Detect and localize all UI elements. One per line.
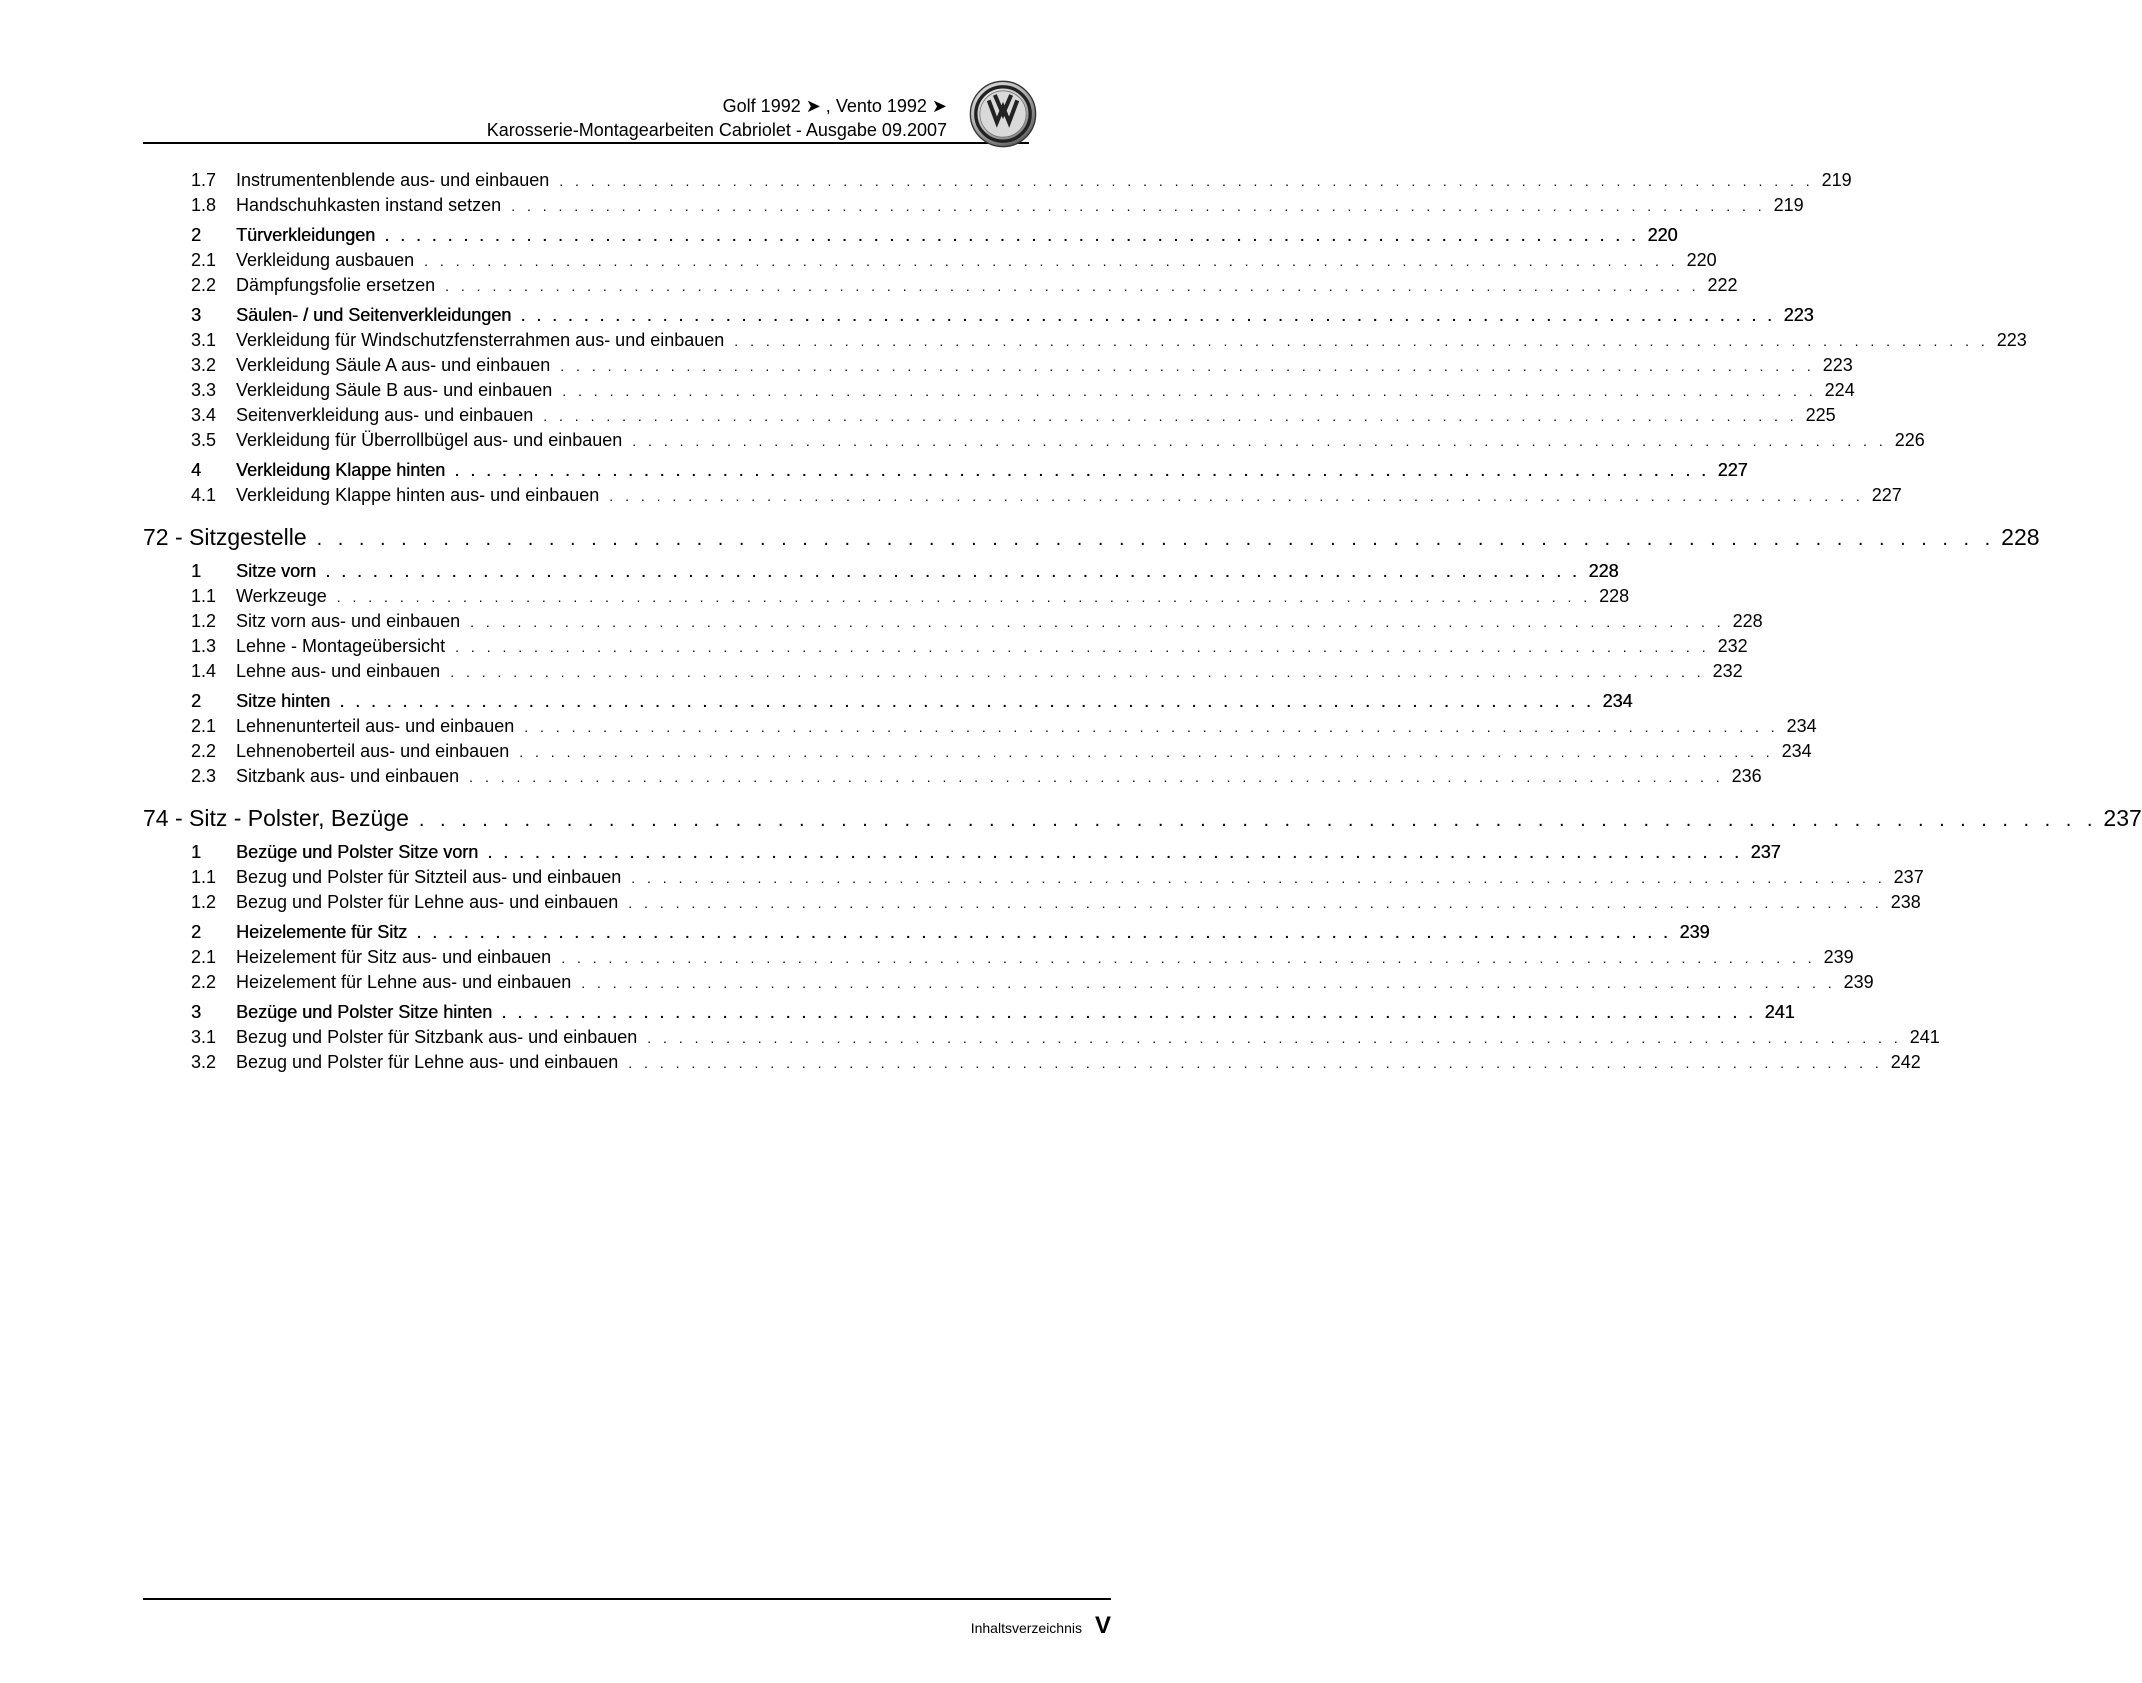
toc-leader-dots: . . . . . . . . . . . . . . . . . . . . . . . . . . . . . . . . . . . . . . . . . . . . . . . . . . . . . . . . . . . . . . . . . . . . . . . . . . . . . . . . xyxy=(424,253,1679,269)
toc-entry-title: Verkleidung für Überrollbügel aus- und einbauen xyxy=(236,430,623,450)
toc-leader-dots: . . . . . . . . . . . . . . . . . . . . . . . . . . . . . . . . . . . . . . . . . . . . . . . . . . . . . . . . . . . . . . . . . . . . . . . . . . . . . . . . xyxy=(631,870,1886,886)
toc-entry-title: Sitz vorn aus- und einbauen xyxy=(236,611,461,631)
toc-entry-number: 1.2 xyxy=(191,892,217,912)
toc-leader-dots: . . . . . . . . . . . . . . . . . . . . . . . . . . . . . . . . . . . . . . . . . . . . . . . . . . . . . . . . . . . . . . . . . . . . . . . . . . . . . . . . xyxy=(562,383,1817,399)
toc-entry-number: 3.2 xyxy=(191,355,217,375)
toc-group-row[interactable] xyxy=(143,689,1633,714)
toc-group-row[interactable] xyxy=(143,458,1748,483)
toc-item-row[interactable] xyxy=(143,970,1874,995)
toc-entry-number: 1.2 xyxy=(191,611,217,631)
toc-leader-dots: . . . . . . . . . . . . . . . . . . . . . . . . . . . . . . . . . . . . . . . . . . . . . . . . . . . . . . . . . . . . . . . . . . . . . . . . . . . . . . . . xyxy=(632,433,1887,449)
footer-page-number: V xyxy=(1094,1612,1111,1639)
toc-entry-title: Sitze vorn xyxy=(236,561,317,581)
toc-entry-title: Verkleidung ausbauen xyxy=(236,250,415,270)
toc-entry-page: 220 xyxy=(1686,250,1717,270)
toc-entry-title: Lehne - Montageübersicht xyxy=(236,636,446,656)
toc-leader-dots: . . . . . . . . . . . . . . . . . . . . . . . . . . . . . . . . . . . . . . . . . . . . . . . . . . . . . . . . . . . . . . . . . . . . . . . . . . . . . . . . xyxy=(385,228,1640,244)
toc-leader-dots: . . . . . . . . . . . . . . . . . . . . . . . . . . . . . . . . . . . . . . . . . . . . . . . . . . . . . . . . . . . . . . . . . . . . . . . . . . . . . . . . xyxy=(628,895,1883,911)
toc-entry-page: 241 xyxy=(1909,1027,1940,1047)
toc-item-row[interactable] xyxy=(143,890,1921,915)
toc-entry-page: 237 xyxy=(2103,805,2142,831)
toc-entry-number: 3.3 xyxy=(191,380,217,400)
toc-leader-dots: . . . . . . . . . . . . . . . . . . . . . . . . . . . . . . . . . . . . . . . . . . . . . . . . . . . . . . . . . . . . . . . . . . . . . . . . . . . . . . . . xyxy=(524,719,1779,735)
toc-entry-title: Bezug und Polster für Sitzbank aus- und einbauen xyxy=(236,1027,638,1047)
toc-entry-number: 3 xyxy=(191,305,202,325)
toc-entry-page: 237 xyxy=(1750,842,1781,862)
toc-entry-number: 3.5 xyxy=(191,430,217,450)
toc-group-row[interactable] xyxy=(143,303,1814,328)
toc-entry-page: 234 xyxy=(1786,716,1817,736)
toc-leader-dots: . . . . . . . . . . . . . . . . . . . . . . . . . . . . . . . . . . . . . . . . . . . . . . . . . . . . . . . . . . . . . . . . . . . . . . . . . . . . . . . . xyxy=(521,308,1776,324)
toc-item-row[interactable] xyxy=(143,193,1804,218)
header-text xyxy=(487,94,947,142)
toc-entry-title: Lehnenunterteil aus- und einbauen xyxy=(236,716,515,736)
toc-entry-title: Bezug und Polster für Lehne aus- und einbauen xyxy=(236,1052,619,1072)
toc-entry-page: 228 xyxy=(1588,561,1619,581)
toc-entry-number: 2 xyxy=(191,225,202,245)
toc-entry-number: 2.2 xyxy=(191,972,217,992)
toc-entry-title: Instrumentenblende aus- und einbauen xyxy=(236,170,550,190)
toc-entry-title: Heizelement für Sitz aus- und einbauen xyxy=(236,947,552,967)
toc-item-row[interactable] xyxy=(143,328,2027,353)
toc-entry-title: Verkleidung für Windschutzfensterrahmen aus- und einbauen xyxy=(236,330,725,350)
toc-leader-dots: . . . . . . . . . . . . . . . . . . . . . . . . . . . . . . . . . . . . . . . . . . . . . . . . . . . . . . . . . . . . . . . . . . . . . . . . . . . . . . . . xyxy=(734,333,1989,349)
toc-entry-title: Heizelemente für Sitz xyxy=(236,922,408,942)
toc-entry-number: 2.1 xyxy=(191,250,217,270)
toc-entry-title: Werkzeuge xyxy=(236,586,327,606)
header-model-line: Golf 1992 ➤ , Vento 1992 ➤ xyxy=(722,96,947,116)
toc-entry-number: 2.2 xyxy=(191,275,217,295)
toc-entry-page: 227 xyxy=(1871,485,1902,505)
toc-entry-number: 2 xyxy=(191,922,202,942)
toc-entry-page: 220 xyxy=(1647,225,1678,245)
toc-item-row[interactable] xyxy=(143,739,1812,764)
vw-logo-icon xyxy=(969,80,1037,148)
toc-entry-page: 234 xyxy=(1781,741,1812,761)
toc-entry-page: 238 xyxy=(1890,892,1921,912)
toc-item-row[interactable] xyxy=(143,1050,1921,1075)
toc-item-row[interactable] xyxy=(143,865,1924,890)
toc-entry-title: Sitze hinten xyxy=(236,691,331,711)
toc-leader-dots: . . . . . . . . . . . . . . . . . . . . . . . . . . . . . . . . . . . . . . . . . . . . . . . . . . . . . . . . . . . . . . . . . . . . . . . . . . . . . . . . xyxy=(488,845,1743,861)
toc-entry-number: 2.1 xyxy=(191,716,217,736)
toc-leader-dots: . . . . . . . . . . . . . . . . . . . . . . . . . . . . . . . . . . . . . . . . . . . . . . . . . . . . . . . . . . . . . . . . . . . . . . . . . . . . . . . . xyxy=(628,1055,1883,1071)
toc-group-row[interactable] xyxy=(143,559,1619,584)
toc-entry-page: 232 xyxy=(1712,661,1743,681)
toc-leader-dots: . . . . . . . . . . . . . . . . . . . . . . . . . . . . . . . . . . . . . . . . . . . . . . . . . . . . . . . . . . . . . . . . . . . . . . . . . . . . . . . . xyxy=(561,950,1816,966)
toc-item-row[interactable] xyxy=(143,248,1717,273)
toc-chapter-row[interactable] xyxy=(143,520,2040,554)
toc-entry-title: Dämpfungsfolie ersetzen xyxy=(236,275,436,295)
toc-group-row[interactable] xyxy=(143,1000,1795,1025)
toc-leader-dots: . . . . . . . . . . . . . . . . . . . . . . . . . . . . . . . . . . . . . . . . . . . . . . . . . . . . . . . . . . . . . . . . . . . . . . . . . . . . . . . . xyxy=(326,564,1581,580)
toc-entry-title: Heizelement für Lehne aus- und einbauen xyxy=(236,972,572,992)
page-footer xyxy=(143,1598,1111,1639)
toc-item-row[interactable] xyxy=(143,609,1763,634)
toc-leader-dots: . . . . . . . . . . . . . . . . . . . . . . . . . . . . . . . . . . . . . . . . . . . . . . . . . . . . . . . . . . . . . . . . . . . . . . . . . . . . . . . . xyxy=(445,278,1700,294)
toc-leader-dots: . . . . . . . . . . . . . . . . . . . . . . . . . . . . . . . . . . . . . . . . . . . . . . . . . . . . . . . . . . . . . . . . . . . . . . . . . . . . . . . . xyxy=(543,408,1798,424)
toc-entry-number: 1.3 xyxy=(191,636,217,656)
toc-entry-number: 3.1 xyxy=(191,1027,217,1047)
header-manual-line: Karosserie-Montagearbeiten Cabriolet - Ausgabe 09.2007 xyxy=(486,120,947,140)
toc-item-row[interactable] xyxy=(143,428,1925,453)
toc-item-row[interactable] xyxy=(143,659,1743,684)
toc-entry-page: 228 xyxy=(1599,586,1630,606)
toc-entry-title: Bezüge und Polster Sitze vorn xyxy=(236,842,479,862)
toc-item-row[interactable] xyxy=(143,584,1630,609)
toc-item-row[interactable] xyxy=(143,168,1852,193)
toc-leader-dots: . . . . . . . . . . . . . . . . . . . . . . . . . . . . . . . . . . . . . . . . . . . . . . . . . . . . . . . . . . . . . . . . . . . . . . . . . . . . . . . . xyxy=(316,528,1996,550)
page-header xyxy=(143,90,1029,144)
toc-leader-dots: . . . . . . . . . . . . . . . . . . . . . . . . . . . . . . . . . . . . . . . . . . . . . . . . . . . . . . . . . . . . . . . . . . . . . . . . . . . . . . . . xyxy=(469,769,1724,785)
toc-item-row[interactable] xyxy=(143,714,1817,739)
toc-entry-number: 3.1 xyxy=(191,330,217,350)
toc-entry-page: 234 xyxy=(1602,691,1633,711)
toc-item-row[interactable] xyxy=(143,483,1902,508)
toc-entry-page: 232 xyxy=(1717,636,1748,656)
toc-leader-dots: . . . . . . . . . . . . . . . . . . . . . . . . . . . . . . . . . . . . . . . . . . . . . . . . . . . . . . . . . . . . . . . . . . . . . . . . . . . . . . . . xyxy=(519,744,1774,760)
toc-entry-number: 3.2 xyxy=(191,1052,217,1072)
toc-entry-page: 222 xyxy=(1707,275,1738,295)
toc-leader-dots: . . . . . . . . . . . . . . . . . . . . . . . . . . . . . . . . . . . . . . . . . . . . . . . . . . . . . . . . . . . . . . . . . . . . . . . . . . . . . . . . xyxy=(417,925,1672,941)
toc-entry-page: 242 xyxy=(1890,1052,1921,1072)
toc-entry-number: 1.8 xyxy=(191,195,217,215)
toc-chapter-row[interactable] xyxy=(143,801,2142,835)
toc-entry-page: 223 xyxy=(1996,330,2027,350)
toc-leader-dots: . . . . . . . . . . . . . . . . . . . . . . . . . . . . . . . . . . . . . . . . . . . . . . . . . . . . . . . . . . . . . . . . . . . . . . . . . . . . . . . . xyxy=(455,639,1710,655)
toc-entry-title: Bezüge und Polster Sitze hinten xyxy=(236,1002,493,1022)
table-of-contents xyxy=(143,168,2142,1075)
toc-leader-dots: . . . . . . . . . . . . . . . . . . . . . . . . . . . . . . . . . . . . . . . . . . . . . . . . . . . . . . . . . . . . . . . . . . . . . . . . . . . . . . . . xyxy=(336,589,1592,605)
toc-item-row[interactable] xyxy=(143,945,1854,970)
toc-leader-dots: . . . . . . . . . . . . . . . . . . . . . . . . . . . . . . . . . . . . . . . . . . . . . . . . . . . . . . . . . . . . . . . . . . . . . . . . . . . . . . . . xyxy=(340,694,1595,710)
toc-entry-number: 1.1 xyxy=(191,586,217,606)
toc-entry-title: Verkleidung Säule B aus- und einbauen xyxy=(236,380,553,400)
toc-entry-page: 226 xyxy=(1894,430,1925,450)
toc-entry-number: 1 xyxy=(191,561,202,581)
toc-entry-title: Lehnenoberteil aus- und einbauen xyxy=(236,741,510,761)
toc-entry-page: 241 xyxy=(1764,1002,1795,1022)
toc-entry-page: 236 xyxy=(1731,766,1762,786)
toc-entry-page: 227 xyxy=(1717,460,1748,480)
toc-entry-number: 1.4 xyxy=(191,661,217,681)
toc-group-row[interactable] xyxy=(143,920,1710,945)
toc-entry-number: 3.4 xyxy=(191,405,217,425)
toc-leader-dots: . . . . . . . . . . . . . . . . . . . . . . . . . . . . . . . . . . . . . . . . . . . . . . . . . . . . . . . . . . . . . . . . . . . . . . . . . . . . . . . . xyxy=(470,614,1725,630)
toc-group-row[interactable] xyxy=(143,840,1781,865)
toc-group-row[interactable] xyxy=(143,223,1678,248)
toc-entry-page: 224 xyxy=(1824,380,1855,400)
toc-item-row[interactable] xyxy=(143,634,1748,659)
toc-entry-page: 237 xyxy=(1893,867,1924,887)
toc-leader-dots: . . . . . . . . . . . . . . . . . . . . . . . . . . . . . . . . . . . . . . . . . . . . . . . . . . . . . . . . . . . . . . . . . . . . . . . . . . . . . . . . xyxy=(609,488,1864,504)
toc-entry-title: Türverkleidungen xyxy=(236,225,376,245)
toc-entry-number: 4.1 xyxy=(191,485,217,505)
toc-leader-dots: . . . . . . . . . . . . . . . . . . . . . . . . . . . . . . . . . . . . . . . . . . . . . . . . . . . . . . . . . . . . . . . . . . . . . . . . . . . . . . . . xyxy=(511,198,1766,214)
toc-entry-page: 223 xyxy=(1822,355,1853,375)
toc-entry-page: 239 xyxy=(1679,922,1710,942)
toc-entry-page: 219 xyxy=(1821,170,1852,190)
toc-item-row[interactable] xyxy=(143,764,1762,789)
toc-leader-dots: . . . . . . . . . . . . . . . . . . . . . . . . . . . . . . . . . . . . . . . . . . . . . . . . . . . . . . . . . . . . . . . . . . . . . . . . . . . . . . . . xyxy=(560,358,1815,374)
toc-entry-page: 228 xyxy=(2001,524,2040,550)
toc-entry-page: 239 xyxy=(1843,972,1874,992)
toc-entry-page: 219 xyxy=(1773,195,1804,215)
toc-entry-number: 2.3 xyxy=(191,766,217,786)
toc-item-row[interactable] xyxy=(143,353,1853,378)
toc-entry-number: 2.2 xyxy=(191,741,217,761)
toc-entry-number: 2 xyxy=(191,691,202,711)
toc-entry-title: Handschuhkasten instand setzen xyxy=(236,195,502,215)
toc-item-row[interactable] xyxy=(143,273,1738,298)
toc-entry-page: 239 xyxy=(1823,947,1854,967)
toc-entry-title: Verkleidung Klappe hinten xyxy=(236,460,446,480)
toc-entry-title: Sitzbank aus- und einbauen xyxy=(236,766,460,786)
toc-entry-number: 3 xyxy=(191,1002,202,1022)
toc-entry-page: 225 xyxy=(1805,405,1836,425)
toc-item-row[interactable] xyxy=(143,378,1855,403)
toc-entry-title: Säulen- / und Seitenverkleidungen xyxy=(236,305,512,325)
toc-entry-title: Bezug und Polster für Sitzteil aus- und einbauen xyxy=(236,867,622,887)
toc-leader-dots: . . . . . . . . . . . . . . . . . . . . . . . . . . . . . . . . . . . . . . . . . . . . . . . . . . . . . . . . . . . . . . . . . . . . . . . . . . . . . . . . xyxy=(450,664,1705,680)
toc-leader-dots: . . . . . . . . . . . . . . . . . . . . . . . . . . . . . . . . . . . . . . . . . . . . . . . . . . . . . . . . . . . . . . . . . . . . . . . . . . . . . . . . xyxy=(647,1030,1902,1046)
toc-entry-number: 1 xyxy=(191,842,202,862)
toc-entry-number: 1.1 xyxy=(191,867,217,887)
footer-section-label: Inhaltsverzeichnis xyxy=(970,1620,1082,1636)
toc-entry-title: 74 - Sitz - Polster, Bezüge xyxy=(143,805,409,831)
toc-item-row[interactable] xyxy=(143,403,1836,428)
toc-leader-dots: . . . . . . . . . . . . . . . . . . . . . . . . . . . . . . . . . . . . . . . . . . . . . . . . . . . . . . . . . . . . . . . . . . . . . . . . . . . . . . . . xyxy=(455,463,1710,479)
toc-entry-page: 228 xyxy=(1732,611,1763,631)
toc-entry-title: Seitenverkleidung aus- und einbauen xyxy=(236,405,534,425)
toc-entry-title: Verkleidung Klappe hinten aus- und einbauen xyxy=(236,485,600,505)
toc-entry-number: 2.1 xyxy=(191,947,217,967)
toc-entry-number: 1.7 xyxy=(191,170,217,190)
toc-entry-page: 223 xyxy=(1783,305,1814,325)
toc-entry-title: Verkleidung Säule A aus- und einbauen xyxy=(236,355,551,375)
toc-entry-title: Bezug und Polster für Lehne aus- und einbauen xyxy=(236,892,619,912)
toc-item-row[interactable] xyxy=(143,1025,1940,1050)
toc-leader-dots: . . . . . . . . . . . . . . . . . . . . . . . . . . . . . . . . . . . . . . . . . . . . . . . . . . . . . . . . . . . . . . . . . . . . . . . . . . . . . . . . xyxy=(559,173,1814,189)
toc-leader-dots: . . . . . . . . . . . . . . . . . . . . . . . . . . . . . . . . . . . . . . . . . . . . . . . . . . . . . . . . . . . . . . . . . . . . . . . . . . . . . . . . xyxy=(502,1005,1757,1021)
toc-entry-title: 72 - Sitzgestelle xyxy=(143,524,307,550)
toc-entry-number: 4 xyxy=(191,460,202,480)
toc-leader-dots: . . . . . . . . . . . . . . . . . . . . . . . . . . . . . . . . . . . . . . . . . . . . . . . . . . . . . . . . . . . . . . . . . . . . . . . . . . . . . . . . xyxy=(581,975,1836,991)
toc-leader-dots: . . . . . . . . . . . . . . . . . . . . . . . . . . . . . . . . . . . . . . . . . . . . . . . . . . . . . . . . . . . . . . . . . . . . . . . . . . . . . . . . xyxy=(418,809,2098,831)
toc-entry-title: Lehne aus- und einbauen xyxy=(236,661,441,681)
